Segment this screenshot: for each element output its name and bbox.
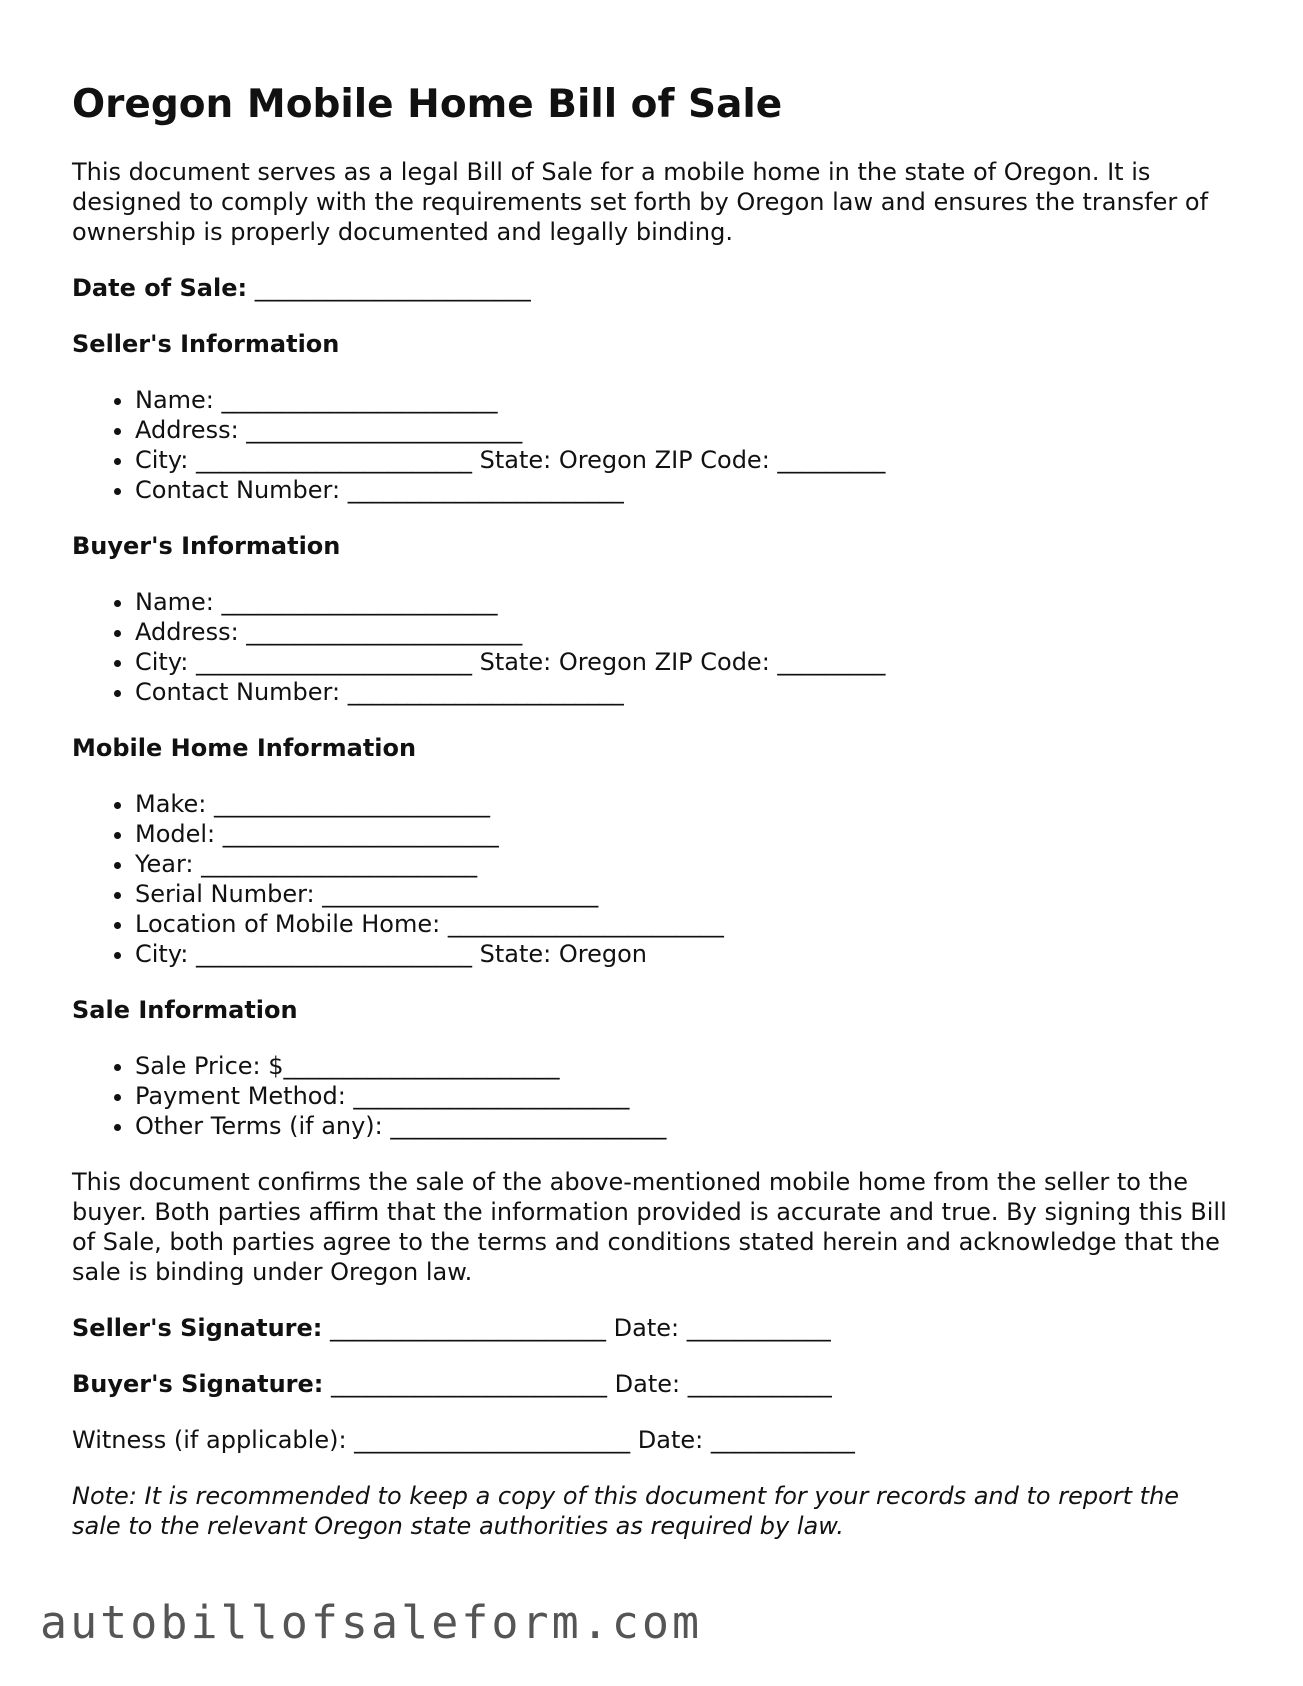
- seller-name-item: • Name: _______________________: [135, 385, 1232, 415]
- mobile-home-city-item: • City: _______________________ State: Oregon: [135, 939, 1232, 969]
- sale-heading: Sale Information: [72, 995, 298, 1024]
- seller-heading: Seller's Information: [72, 329, 340, 358]
- other-terms-item: • Other Terms (if any): _______________________: [135, 1111, 1232, 1141]
- sale-price-item: • Sale Price: $_______________________: [135, 1051, 1232, 1081]
- sale-list: [72, 1051, 1232, 1141]
- seller-address-item: • Address: _______________________: [135, 415, 1232, 445]
- note-paragraph: Note: It is recommended to keep a copy of this document for your records and to report the sale to the relevant Oregon state authorities as required by law.: [72, 1481, 1180, 1540]
- mobile-home-year-item: • Year: _______________________: [135, 849, 1232, 879]
- seller-contact-item: • Contact Number: _______________________: [135, 475, 1232, 505]
- confirmation-paragraph: This document confirms the sale of the above-mentioned mobile home from the seller to the buyer. Both parties affirm that the information provided is accurate and true. By signing this Bill of Sale, both parties agree to the terms and conditions stated herein and acknowledge that the sale is binding under Oregon law.: [72, 1167, 1227, 1286]
- seller-signature-label: Seller's Signature:: [72, 1313, 323, 1342]
- mobile-home-list: [72, 789, 1232, 969]
- mobile-home-location-item: • Location of Mobile Home: _______________________: [135, 909, 1232, 939]
- buyer-city-item: • City: _______________________ State: Oregon ZIP Code: _________: [135, 647, 1232, 677]
- buyer-name-item: • Name: _______________________: [135, 587, 1232, 617]
- intro-paragraph: This document serves as a legal Bill of Sale for a mobile home in the state of Oregon. It is designed to comply with the requirements set forth by Oregon law and ensures the transfer of ownership is properly documented and legally binding.: [72, 157, 1209, 246]
- page-title: Oregon Mobile Home Bill of Sale: [72, 82, 783, 127]
- document-page: [72, 82, 1232, 1541]
- site-watermark: autobillofsaleform.com: [40, 1596, 703, 1649]
- date-of-sale-blank: _______________________: [254, 273, 531, 302]
- mobile-home-heading: Mobile Home Information: [72, 733, 417, 762]
- seller-signature-blank: _______________________ Date: ____________: [330, 1313, 831, 1342]
- witness-signature-line: Witness (if applicable): _______________________ Date: ____________: [72, 1425, 855, 1454]
- buyer-signature-label: Buyer's Signature:: [72, 1369, 324, 1398]
- mobile-home-make-item: • Make: _______________________: [135, 789, 1232, 819]
- mobile-home-serial-item: • Serial Number: _______________________: [135, 879, 1232, 909]
- buyer-signature-blank: _______________________ Date: ____________: [331, 1369, 832, 1398]
- seller-city-item: • City: _______________________ State: Oregon ZIP Code: _________: [135, 445, 1232, 475]
- buyer-list: [72, 587, 1232, 707]
- buyer-contact-item: • Contact Number: _______________________: [135, 677, 1232, 707]
- date-of-sale-line: [72, 273, 1232, 303]
- seller-signature-line: [72, 1313, 1232, 1343]
- seller-list: [72, 385, 1232, 505]
- buyer-heading: Buyer's Information: [72, 531, 341, 560]
- mobile-home-model-item: • Model: _______________________: [135, 819, 1232, 849]
- date-of-sale-label: Date of Sale:: [72, 273, 248, 302]
- buyer-signature-line: [72, 1369, 1232, 1399]
- buyer-address-item: • Address: _______________________: [135, 617, 1232, 647]
- payment-method-item: • Payment Method: _______________________: [135, 1081, 1232, 1111]
